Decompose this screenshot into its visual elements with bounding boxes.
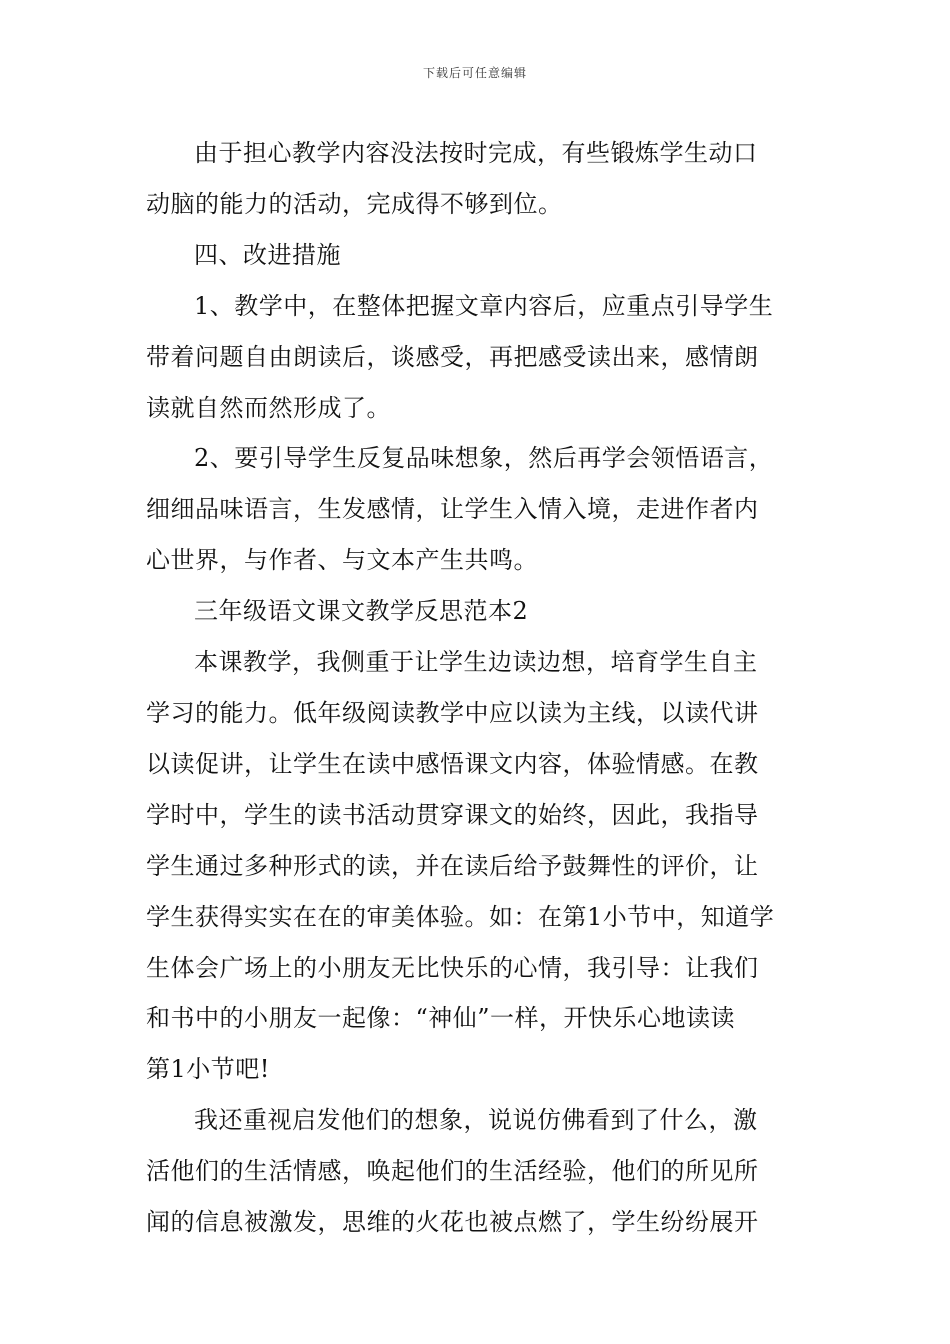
- page-header: 下载后可任意编辑: [422, 66, 527, 80]
- paragraph-sample-2-body: 本课教学，我侧重于让学生边读边想，培育学生自主 学习的能力。低年级阅读教学中应以读为主线，以读代讲 以读促讲，让学生在读中感悟课文内容，体验情感。在教 学时中，学生的读书活动贯穿课文的始终，因此，我指导 学生通过多种形式的读，并在读后给予鼓舞性的评价，让 学生获得实实在在的审美体验。如：在第1小节中，知道学 生体会广场上的小朋友无比快乐的心情，我引导：让我们 和书中的小朋友一起像：“神仙”一样，开快乐心地读读 第1小节吧!: [146, 648, 775, 1084]
- paragraph-imagination: 我还重视启发他们的想象，说说仿佛看到了什么，激 活他们的生活情感，唤起他们的生活经验，他们的所见所 闻的信息被激发，思维的火花也被点燃了，学生纷纷展开: [146, 1106, 759, 1237]
- paragraph-1: 由于担心教学内容没法按时完成，有些锻炼学生动口 动脑的能力的活动，完成得不够到位。: [146, 139, 758, 218]
- paragraph-improvement-1: 1、教学中，在整体把握文章内容后，应重点引导学生 带着问题自由朗读后，谈感受，再把感受读出来，感情朗 读就自然而然形成了。: [146, 291, 774, 422]
- paragraph-improvement-2: 2、要引导学生反复品味想象，然后再学会领悟语言， 细细品味语言，生发感情，让学生入情入境，走进作者内 心世界，与作者、与文本产生共鸣。: [146, 444, 774, 575]
- section-title-sample-2: 三年级语文课文教学反思范本2: [194, 597, 529, 626]
- document-body: [146, 128, 806, 1248]
- section-heading-improvements: 四、改进措施: [194, 240, 341, 269]
